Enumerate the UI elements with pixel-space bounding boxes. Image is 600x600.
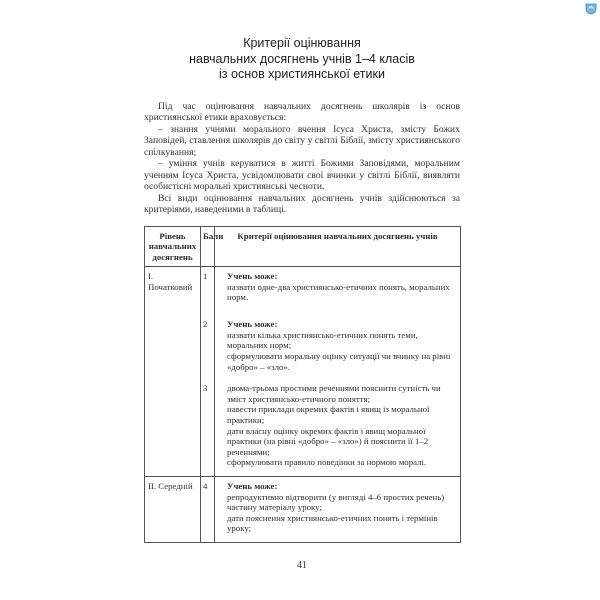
criteria-line: назвати кілька християнсько-етичних понять теми, моральних норм;: [227, 329, 418, 351]
level-middle: II. Середній: [145, 477, 201, 543]
criteria-line: навести приклади окремих фактів і явищ із моральної практики;: [227, 404, 430, 426]
title-line-1: Критерії оцінювання: [243, 36, 361, 50]
level-initial: I. Початковий: [145, 267, 201, 477]
intro-text: [144, 101, 460, 216]
page-number: 41: [297, 560, 307, 571]
header-criteria: Критерії оцінювання навчальних досягнень учнів: [215, 226, 461, 267]
document-page: [144, 36, 460, 596]
points-4: 4: [203, 481, 208, 492]
criteria-lead-2: Учень може:: [227, 319, 278, 330]
criteria-line: дати власну оцінку окремих фактів і явищ моральної практики (на рівні «добро» – «зло») й пояснити її 1–2 реченнями;: [227, 425, 429, 457]
intro-paragraph-4: Всі види оцінювання навчальних досягнень учнів здійснюються за критеріями, наведеними в таблиці.: [144, 192, 460, 215]
criteria-block-2: [219, 319, 456, 377]
header-level: Рівень навчальних досягнень: [145, 226, 201, 267]
criteria-line: дати пояснення християнсько-етичних понять і термінів уроку;: [227, 512, 438, 534]
intro-paragraph-3: – уміння учнів керуватися в житті Божими Заповідями, моральним ученням Ісуса Христа, усвідомлювати свої вчинки у світлі Біблії, виявляти особистісні моральні християнські чесноти.: [144, 158, 460, 192]
corner-shield-icon: [584, 3, 598, 15]
table-header-row: [145, 226, 461, 267]
table-row-middle: [145, 477, 461, 543]
title-line-2: навчальних досягнень учнів 1–4 класів: [189, 51, 415, 66]
criteria-line: репродуктивно відтворити (у вигляді 4–6 простих речень) частину матеріалу уроку;: [227, 491, 445, 513]
points-cell-initial: [201, 267, 215, 477]
criteria-line: сформулювати моральну оцінку ситуації чи вчинку на рівні «добро» – «зло».: [227, 351, 451, 372]
criteria-cell-initial: [215, 267, 461, 477]
page-title: [144, 36, 460, 83]
intro-paragraph-1: Під час оцінювання навчальних досягнень школярів із основ християнської етики враховується:: [144, 100, 460, 123]
points-1: 1: [203, 271, 208, 282]
criteria-line: двома-трьома простими реченнями пояснити сутність чи зміст християнсько-етичного поняття;: [227, 383, 441, 404]
points-2: 2: [203, 319, 208, 330]
criteria-block-3: [219, 383, 456, 468]
criteria-lead-1: Учень може:: [227, 271, 278, 282]
criteria-line: назвати одне-два християнсько-етичних понять, моральних норм.: [227, 281, 450, 303]
criteria-block-1: [219, 271, 456, 313]
header-points: Бали: [201, 226, 215, 267]
points-3: 3: [203, 383, 208, 394]
criteria-table: [144, 226, 461, 544]
criteria-cell-middle: [215, 477, 461, 543]
criteria-block-4: [219, 481, 456, 534]
criteria-line: сформулювати правило поведінки за нормою моралі.: [227, 457, 427, 468]
title-line-3: із основ християнської етики: [219, 67, 385, 81]
criteria-lead-4: Учень може:: [227, 481, 278, 492]
table-row-initial: [145, 267, 461, 477]
intro-paragraph-2: – знання учнями морального вчення Ісуса Христа, змісту Божих Заповідей, ставлення школярів до світу у світлі Біблії, змісту християнського спілкування;: [144, 123, 460, 158]
points-cell-middle: [201, 477, 215, 543]
